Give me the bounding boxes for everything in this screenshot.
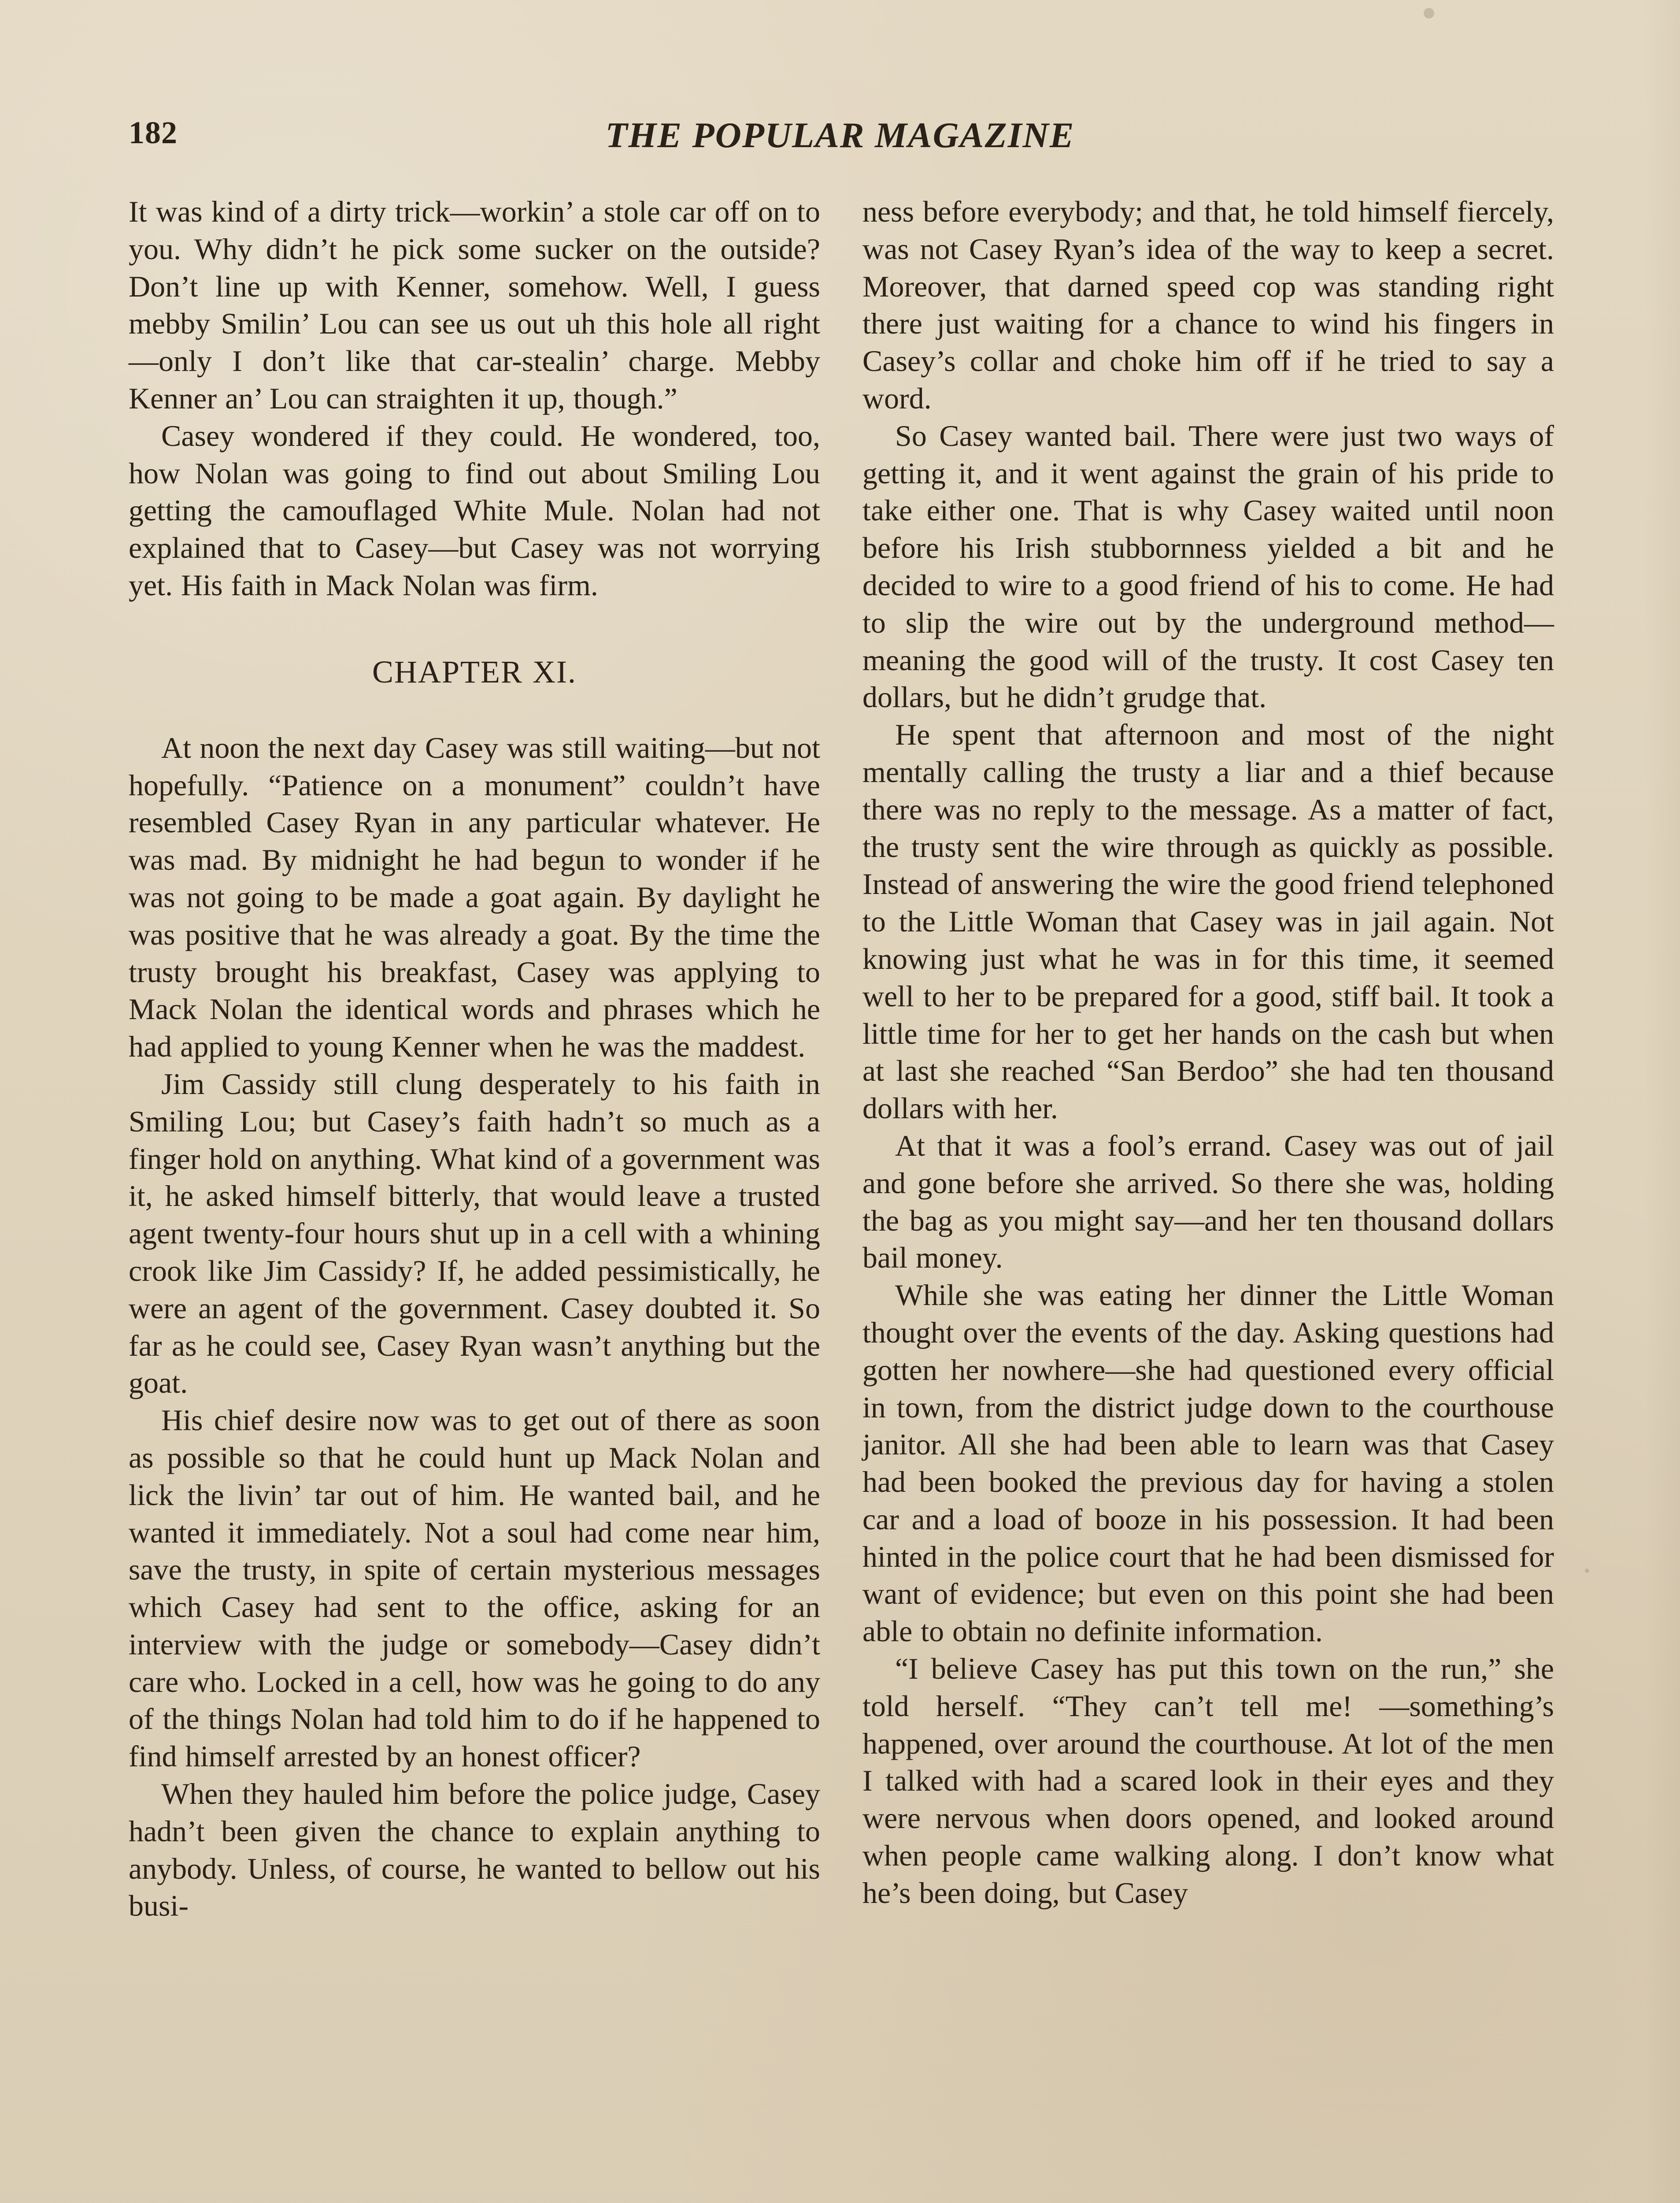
paragraph: He spent that afternoon and most of the night mentally calling the trusty a liar and a thief because there was no reply to the message. As a matter of fact, the trusty sent the wire through as quickly as possible. Instead of answering the wire the good friend telephoned to the Little Woman that Casey was in jail again. Not knowing just what he was in for this time, it seemed well to her to be prepared for a good, stiff bail. It took a little time for her to get her hands on the cash but when at last she reached “San Berdoo” she had ten thousand dollars with her. [862,718,1554,1125]
right-text-column [862,193,1554,1912]
paragraph: “I believe Casey has put this town on the run,” she told herself. “They can’t tell me! —something’s happened, over around the courthouse. At lot of the men I talked with had a scared look in their eyes and they were nervous when doors opened, and looked around when people came walking along. I don’t know what he’s been doing, but Casey [862,1652,1554,1910]
paragraph: So Casey wanted bail. There were just two ways of getting it, and it went against the grain of his pride to take either one. That is why Casey waited until noon before his Irish stubbornness yielded a bit and he decided to wire to a good friend of his to come. He had to slip the wire out by the underground method—meaning the good will of the trusty. It cost Casey ten dollars, but he didn’t grudge that. [862,419,1554,714]
page-number: 182 [129,115,178,150]
paragraph: It was kind of a dirty trick—workin’ a stole car off on to you. Why didn’t he pick some sucker on the outside? Don’t line up with Kenner, somehow. Well, I guess mebby Smilin’ Lou can see us out uh this hole all right—only I don’t like that car-stealin’ charge. Mebby Kenner an’ Lou can straighten it up, though.” [129,195,820,415]
chapter-heading: CHAPTER XI. [372,654,577,690]
paragraph: At noon the next day Casey was still waiting—but not hopefully. “Patience on a monument” couldn’t have resembled Casey Ryan in any particular whatever. He was mad. By midnight he had begun to wonder if he was not going to be made a goat again. By daylight he was positive that he was already a goat. By the time the trusty brought his breakfast, Casey was applying to Mack Nolan the identical words and phrases which he had applied to young Kenner when he was the maddest. [129,731,820,1064]
paragraph: His chief desire now was to get out of there as soon as possible so that he could hunt up Mack Nolan and lick the livin’ tar out of him. He wanted bail, and he wanted it immediately. Not a soul had come near him, save the trusty, in spite of certain mysterious messages which Casey had sent to the office, asking for an interview with the judge or somebody—Casey didn’t care who. Locked in a cell, how was he going to do any of the things Nolan had told him to do if he happened to find himself arrested by an honest officer? [129,1403,820,1773]
paragraph: Casey wondered if they could. He wondered, too, how Nolan was going to find out about Smiling Lou getting the camouflaged White Mule. Nolan had not explained that to Casey—but Casey was not worrying yet. His faith in Mack Nolan was firm. [129,419,820,602]
magazine-title: THE POPULAR MAGAZINE [605,115,1075,155]
page-header [0,115,1680,167]
paragraph: While she was eating her dinner the Little Woman thought over the events of the day. Asking questions had gotten her nowhere—she had questioned every official in town, from the district judge down to the courthouse janitor. All she had been able to learn was that Casey had been booked the previous day for having a stolen car and a load of booze in his possession. It had been hinted in the police court that he had been dismissed for want of evidence; but even on this point she had been able to obtain no definite information. [862,1278,1554,1648]
left-text-column [129,193,820,1925]
paragraph: When they hauled him before the police judge, Casey hadn’t been given the chance to explain anything to anybody. Unless, of course, he wanted to bellow out his busi- [129,1777,820,1923]
page-edge-shadow [1645,0,1680,2203]
paper-speck [1585,1569,1589,1573]
paper-speck [1424,8,1434,19]
paragraph: Jim Cassidy still clung desperately to his faith in Smiling Lou; but Casey’s faith hadn’t so much as a finger hold on anything. What kind of a government was it, he asked himself bitterly, that would leave a trusted agent twenty-four hours shut up in a cell with a whining crook like Jim Cassidy? If, he added pessimistically, he were an agent of the government. Casey doubted it. So far as he could see, Casey Ryan wasn’t anything but the goat. [129,1067,820,1400]
paragraph: ness before everybody; and that, he told himself fiercely, was not Casey Ryan’s idea of the way to keep a secret. Moreover, that darned speed cop was standing right there just waiting for a chance to wind his fingers in Casey’s collar and choke him off if he tried to say a word. [862,195,1554,415]
paragraph: At that it was a fool’s errand. Casey was out of jail and gone before she arrived. So there she was, holding the bag as you might say—and her ten thousand dollars bail money. [862,1128,1554,1275]
